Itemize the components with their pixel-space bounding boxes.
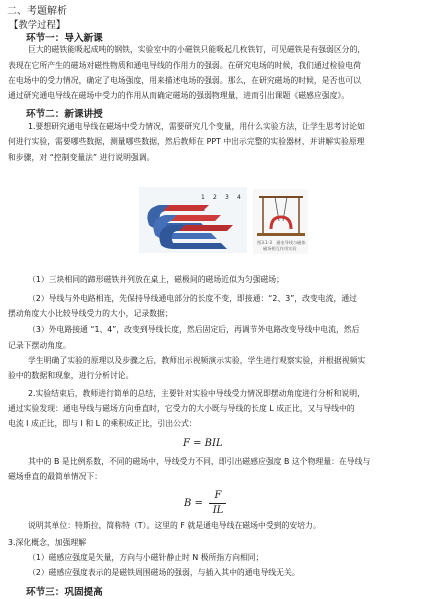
text-line: 表现在它所产生的磁场对磁性物质和通电导线的作用力的强弱。在研究电场的时候，我们通过检验电荷 [8, 61, 361, 70]
formula-b-denominator: IL [212, 505, 224, 516]
text-line: 在电场中的受力情况，确定了电场强度，用来描述电场的强弱。那么，在研究磁场的时候，是否也可以 [8, 76, 361, 85]
text-line: （1）三块相同的蹄形磁铁并列放在桌上，磁极间的磁场近似为匀强磁场； [28, 275, 284, 284]
text-line: 何进行实验，需要哪些数据，测量哪些数据，然后教师在 PPT 中出示完整的实验器材，并讲解实验原理 [8, 137, 365, 146]
fig-label-3: 3 [225, 194, 229, 201]
formula-f-bil: F = BIL [183, 438, 223, 449]
text-line: 说明其单位：特斯拉，简称特（T）。这里的 F 就是通电导线在磁场中受到的安培力。 [28, 521, 321, 530]
figure-caption-line: 磁场相互作用实验 [263, 246, 297, 251]
text-line: （1）磁感应强度是矢量，方向与小磁针静止时 N 极所指方向相同； [28, 553, 264, 562]
apparatus-figure [253, 189, 308, 254]
text-line: （2）磁感应强度表示的是磁铁周围磁场的强弱，与插入其中的通电导线无关。 [28, 568, 300, 577]
text-line: 1.要想研究通电导线在磁场中受力情况，需要研究几个变量，用什么实验方法，让学生思考讨论如 [28, 122, 365, 131]
text-line: 验中的数据和现象，进行分析讨论。 [8, 371, 134, 380]
text-line: 通过实验发现：通电导线与磁场方向垂直时，它受力的大小既与导线的长度 L 成正比，又与导线中的 [8, 404, 355, 413]
heading-link1: 环节一：导入新课 [26, 33, 103, 44]
formula-b-lhs: B = [184, 498, 203, 509]
text-line: （3）外电路接通 “1、4”，改变到导线长度，然后固定后，再调节外电路改变导线中电流，然后 [28, 325, 360, 334]
fig-label-2: 2 [213, 194, 217, 201]
magnets-figure [139, 187, 247, 253]
heading-link3: 环节三：巩固提高 [26, 587, 103, 598]
text-line: 巨大的磁铁能吸起成吨的钢铁，实验室中的小磁铁只能吸起几枚铁钉，可见磁铁是有强弱区分的， [28, 45, 366, 54]
figure-caption-line: 图3.1-3 通电导线与磁体 [257, 240, 306, 245]
fig-label-4: 4 [237, 194, 241, 201]
process-tag: 【教学过程】 [9, 20, 66, 31]
deepen-title: 3.深化概念，加强理解 [8, 538, 87, 547]
text-line: 和步骤，对 “控制变量法” 进行说明强调。 [8, 153, 155, 162]
section-title: 二、考题解析 [7, 6, 67, 17]
text-line: 其中的 B 是比例系数，不同的磁场中，导线受力不同，即引出磁感应强度 B 这个物理量：在导线与 [28, 457, 371, 466]
fraction-bar [209, 503, 226, 504]
text-line: 2.实验结束后，教师进行简单的总结，主要针对实验中导线受力情况即摆动角度进行分析和说明， [28, 389, 365, 398]
text-line: 学生明确了实验的原理以及步骤之后，教师出示视频演示实验，学生进行观察实验，并根据视频实 [28, 356, 366, 365]
text-line: 通过研究通电导线在磁场中受力的作用从而确定磁场的强弱物理量，进而引出课题《磁感应强度》。 [8, 91, 350, 100]
formula-b-numerator: F [214, 490, 222, 501]
text-line: 摆动角度大小比较导线受力的大小，记录数据； [8, 309, 173, 318]
fig-label-1: 1 [201, 194, 205, 201]
text-line: 电流 I 成正比，即与 I 和 L 的乘积成正比，引出公式： [8, 419, 197, 428]
text-line: 记录下摆动角度。 [8, 341, 71, 350]
heading-link2: 环节二：新课讲授 [26, 109, 103, 120]
text-line: （2）导线与外电路相连，先保持导线通电部分的长度不变，即接通：“2、3”，改变电流，通过 [28, 294, 358, 303]
text-line: 磁场垂直的最简单情况下： [8, 472, 103, 481]
